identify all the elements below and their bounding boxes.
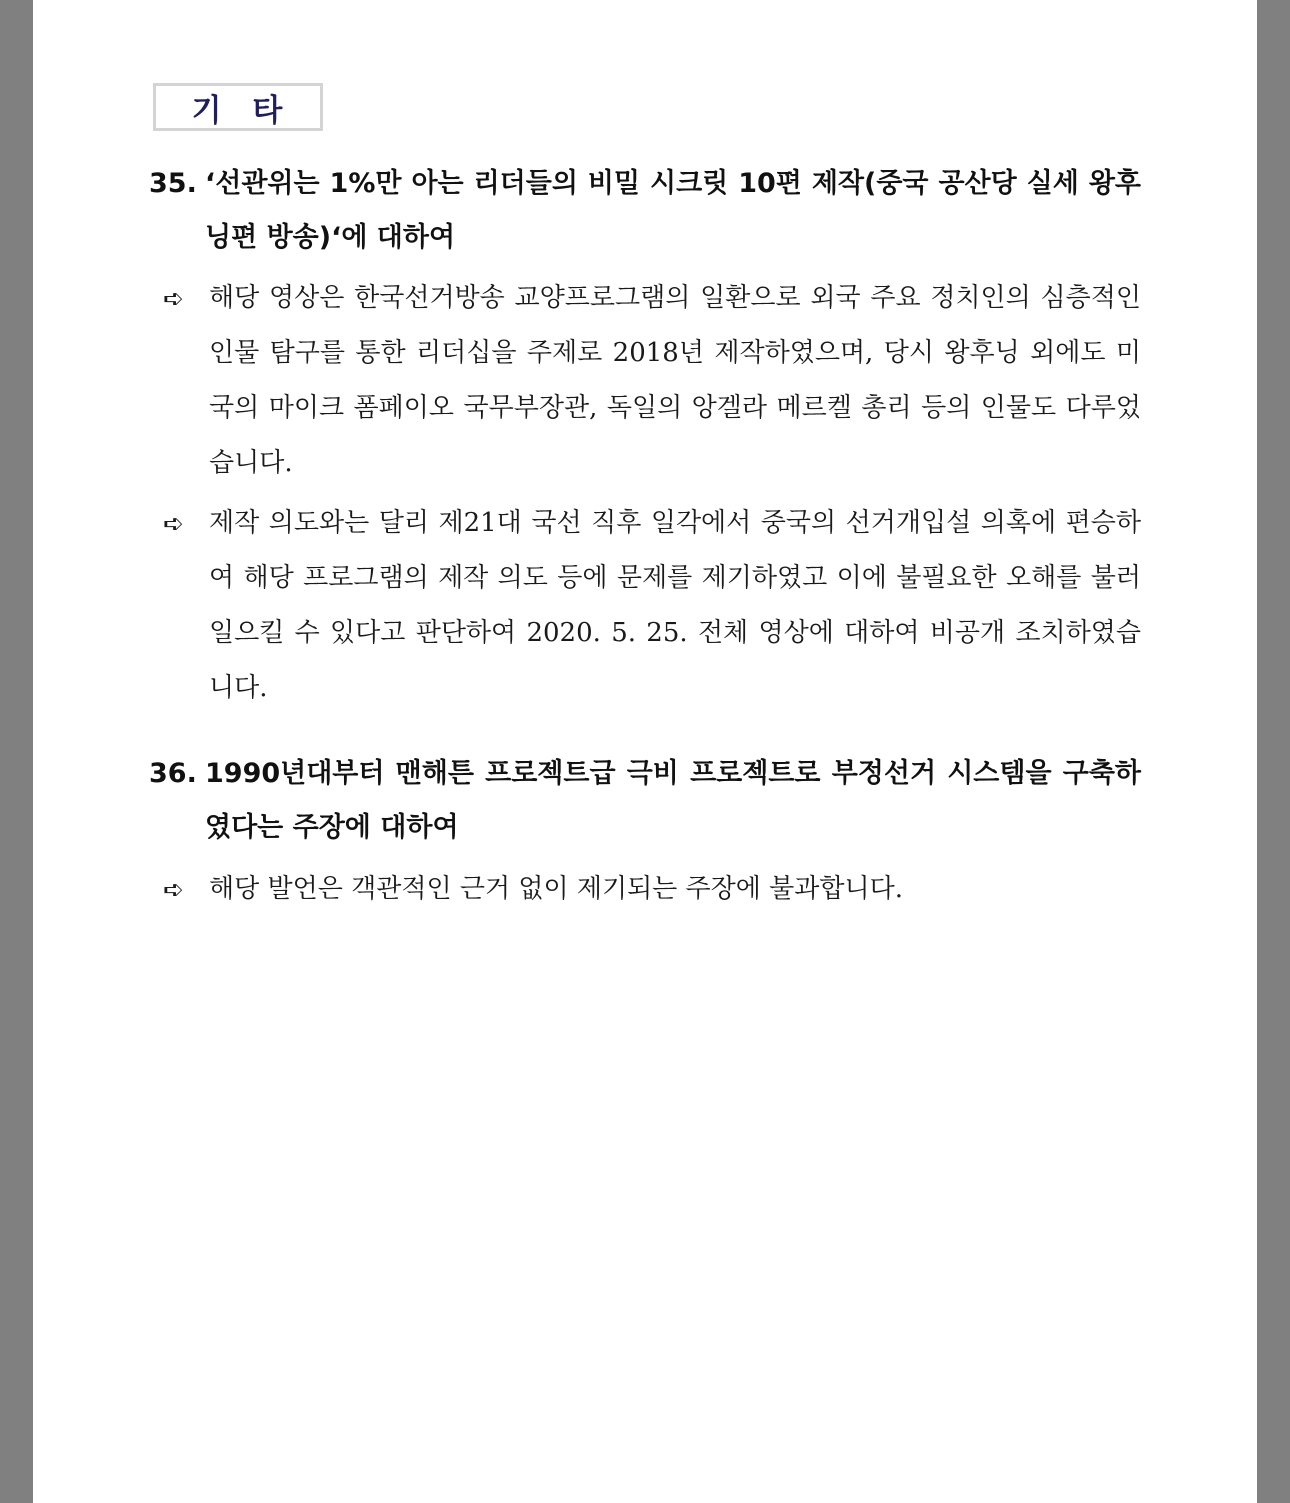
item-heading-36 [149, 747, 1141, 855]
item-number: 36. [149, 758, 197, 789]
bullet-paragraph [163, 271, 1141, 491]
arrow-right-icon: ➪ [163, 875, 184, 904]
item-number: 35. [149, 168, 197, 199]
bullet-text: 해당 발언은 객관적인 근거 없이 제기되는 주장에 불과합니다. [209, 874, 904, 904]
document-page [33, 0, 1257, 1503]
item-title: ‘선관위는 1%만 아는 리더들의 비밀 시크릿 10편 제작(중국 공산당 실세 왕후닝편 방송)‘에 대하여 [205, 168, 1141, 253]
bullet-text: 제작 의도와는 달리 제21대 국선 직후 일각에서 중국의 선거개입설 의혹에 편승하여 해당 프로그램의 제작 의도 등에 문제를 제기하였고 이에 불필요한 오해를 불러일으킬 수 있다고 판단하여 2020. 5. 25. 전체 영상에 대하여 비공개 조치하였습니다. [209, 508, 1141, 703]
bullet-text: 해당 영상은 한국선거방송 교양프로그램의 일환으로 외국 주요 정치인의 심층적인 인물 탐구를 통한 리더십을 주제로 2018년 제작하였으며, 당시 왕후닝 외에도 미국의 마이크 폼페이오 국무부장관, 독일의 앙겔라 메르켈 총리 등의 인물도 다루었습니다. [209, 283, 1141, 478]
section-label: 기 타 [191, 92, 293, 129]
section-label-box [153, 83, 323, 131]
arrow-right-icon: ➪ [163, 284, 184, 313]
bullet-paragraph [163, 862, 1141, 917]
bullet-paragraph [163, 496, 1141, 716]
item-heading-35 [149, 157, 1141, 265]
item-title: 1990년대부터 맨해튼 프로젝트급 극비 프로젝트로 부정선거 시스템을 구축하였다는 주장에 대하여 [205, 758, 1141, 843]
arrow-right-icon: ➪ [163, 509, 184, 538]
